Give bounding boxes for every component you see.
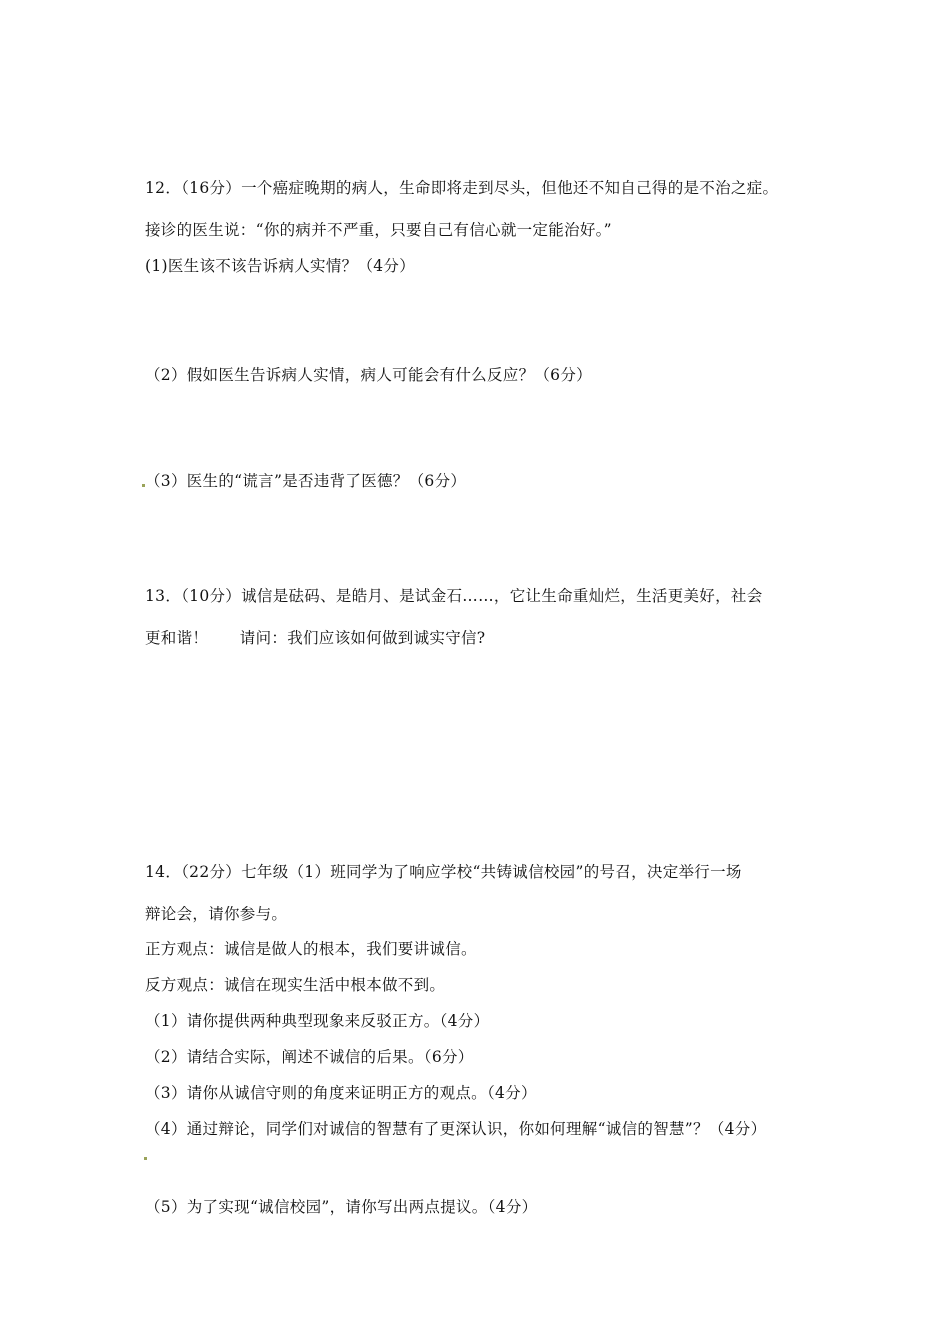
q14-pro-viewpoint: 正方观点：诚信是做人的根本，我们要讲诚信。 [145,940,477,958]
q13-stem-line1: 13．（10分）诚信是砝码、是皓月、是试金石……，它让生命重灿烂，生活更美好，社会 [145,587,763,605]
q14-stem-line1: 14．（22分）七年级（1）班同学为了响应学校“共铸诚信校园”的号召，决定举行一场 [145,863,742,881]
q12-sub-question-3: （3）医生的“谎言”是否违背了医德？（6分） [145,472,467,490]
q14-sub-question-1: （1）请你提供两种典型现象来反驳正方。（4分） [145,1012,490,1030]
q14-stem-line2: 辩论会，请你参与。 [145,905,288,923]
q14-sub-question-4: （4）通过辩论，同学们对诚信的智慧有了更深认识，你如何理解“诚信的智慧”？（4分） [145,1120,767,1138]
stray-dot-mark [144,1157,147,1160]
q14-con-viewpoint: 反方观点：诚信在现实生活中根本做不到。 [145,976,446,994]
q12-stem-line2: 接诊的医生说：“你的病并不严重，只要自己有信心就一定能治好。” [145,221,612,239]
q14-sub-question-5: （5）为了实现“诚信校园”，请你写出两点提议。（4分） [145,1198,538,1216]
q13-stem-line2: 更和谐！ 请问：我们应该如何做到诚实守信? [145,629,486,647]
q14-sub-question-3: （3）请你从诚信守则的角度来证明正方的观点。（4分） [145,1084,537,1102]
q12-sub-question-1: (1)医生该不该告诉病人实情？（4分） [145,257,416,275]
q14-sub-question-2: （2）请结合实际，阐述不诚信的后果。（6分） [145,1048,474,1066]
q12-stem-line1: 12．（16分）一个癌症晚期的病人，生命即将走到尽头，但他还不知自己得的是不治之症。 [145,179,779,197]
q12-sub-question-2: （2）假如医生告诉病人实情，病人可能会有什么反应？（6分） [145,366,592,384]
